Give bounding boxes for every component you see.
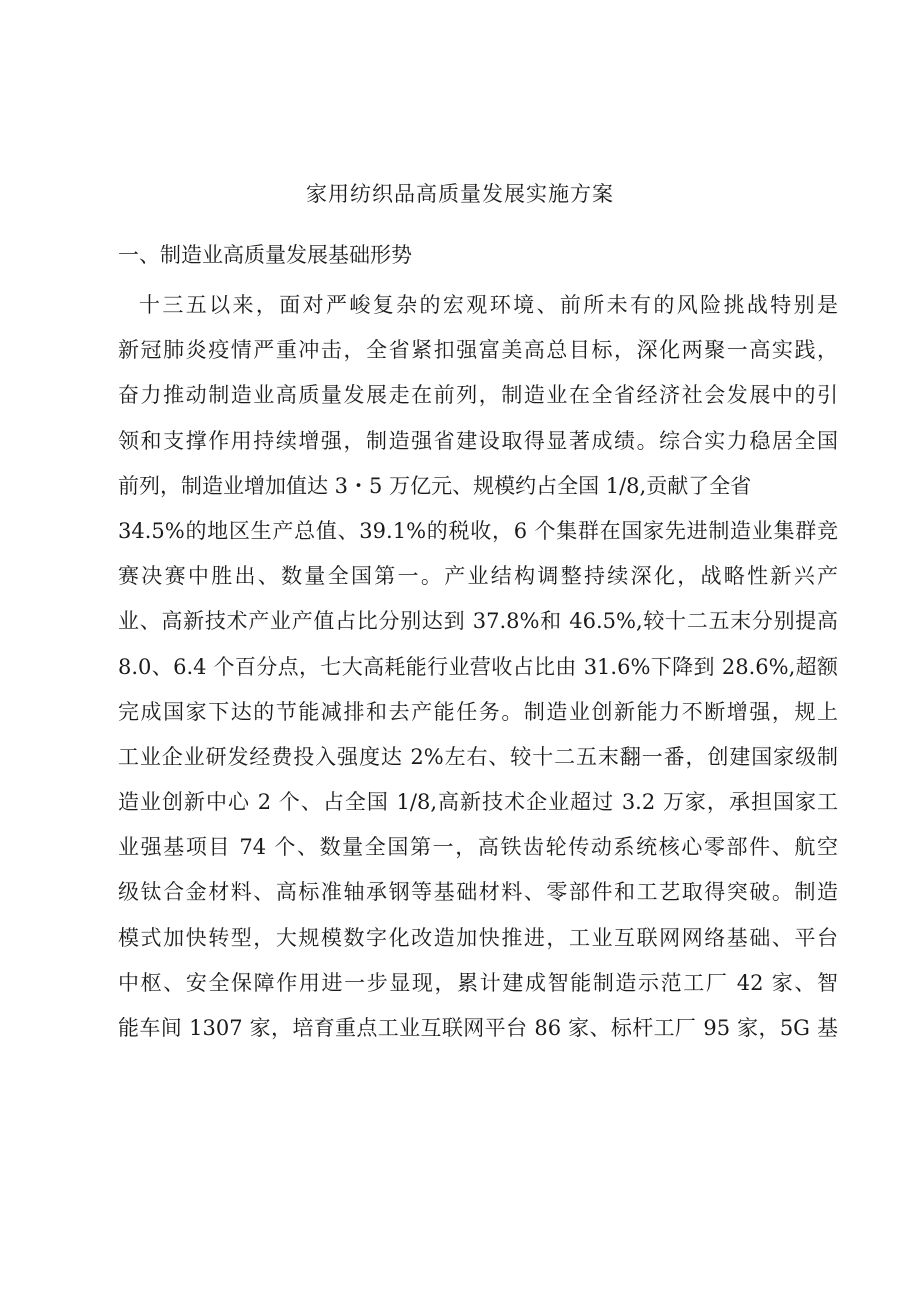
paragraph-line: 前列，制造业增加值达 3・5 万亿元、规模约占全国 1/8,贡献了全省	[118, 473, 752, 498]
paragraph-line: 奋力推动制造业高质量发展走在前列，制造业在全省经济社会发展中的引	[118, 383, 838, 408]
paragraph-line: 造业创新中心 2 个、占全国 1/8,高新技术企业超过 3.2 万家，承担国家工	[118, 790, 838, 815]
paragraph-line: 完成国家下达的节能减排和去产能任务。制造业创新能力不断增强，规上	[118, 699, 838, 724]
document-title: 家用纺织品高质量发展实施方案	[306, 182, 614, 206]
paragraph-line: 新冠肺炎疫情严重冲击，全省紧扣强富美高总目标，深化两聚一高实践，	[118, 338, 838, 363]
paragraph-line: 中枢、安全保障作用进一步显现，累计建成智能制造示范工厂 42 家、智	[118, 970, 838, 995]
paragraph-line: 赛决赛中胜出、数量全国第一。产业结构调整持续深化，战略性新兴产	[118, 564, 838, 589]
paragraph-line: 十三五以来，面对严峻复杂的宏观环境、前所未有的风险挑战特别是	[139, 293, 838, 317]
section-heading: 一、制造业高质量发展基础形势	[118, 243, 412, 267]
paragraph-line: 能车间 1307 家，培育重点工业互联网平台 86 家、标杆工厂 95 家，5G 基	[118, 1016, 838, 1040]
paragraph-line: 8.0、6.4 个百分点，七大高耗能行业营收占比由 31.6%下降到 28.6%,超额	[118, 654, 838, 679]
paragraph-line: 领和支撑作用持续增强，制造强省建设取得显著成绩。综合实力稳居全国	[118, 428, 838, 453]
paragraph-line: 业、高新技术产业产值占比分别达到 37.8%和 46.5%,较十二五末分别提高	[118, 609, 838, 634]
body-paragraph	[118, 287, 838, 1055]
paragraph-line: 级钛合金材料、高标准轴承钢等基础材料、零部件和工艺取得突破。制造	[118, 880, 838, 905]
paragraph-line: 模式加快转型，大规模数字化改造加快推进，工业互联网网络基础、平台	[118, 925, 838, 950]
paragraph-line: 业强基项目 74 个、数量全国第一，高铁齿轮传动系统核心零部件、航空	[118, 835, 838, 860]
paragraph-line: 34.5%的地区生产总值、39.1%的税收，6 个集群在国家先进制造业集群竞	[118, 518, 838, 543]
paragraph-line: 工业企业研发经费投入强度达 2%左右、较十二五末翻一番，创建国家级制	[118, 744, 838, 769]
